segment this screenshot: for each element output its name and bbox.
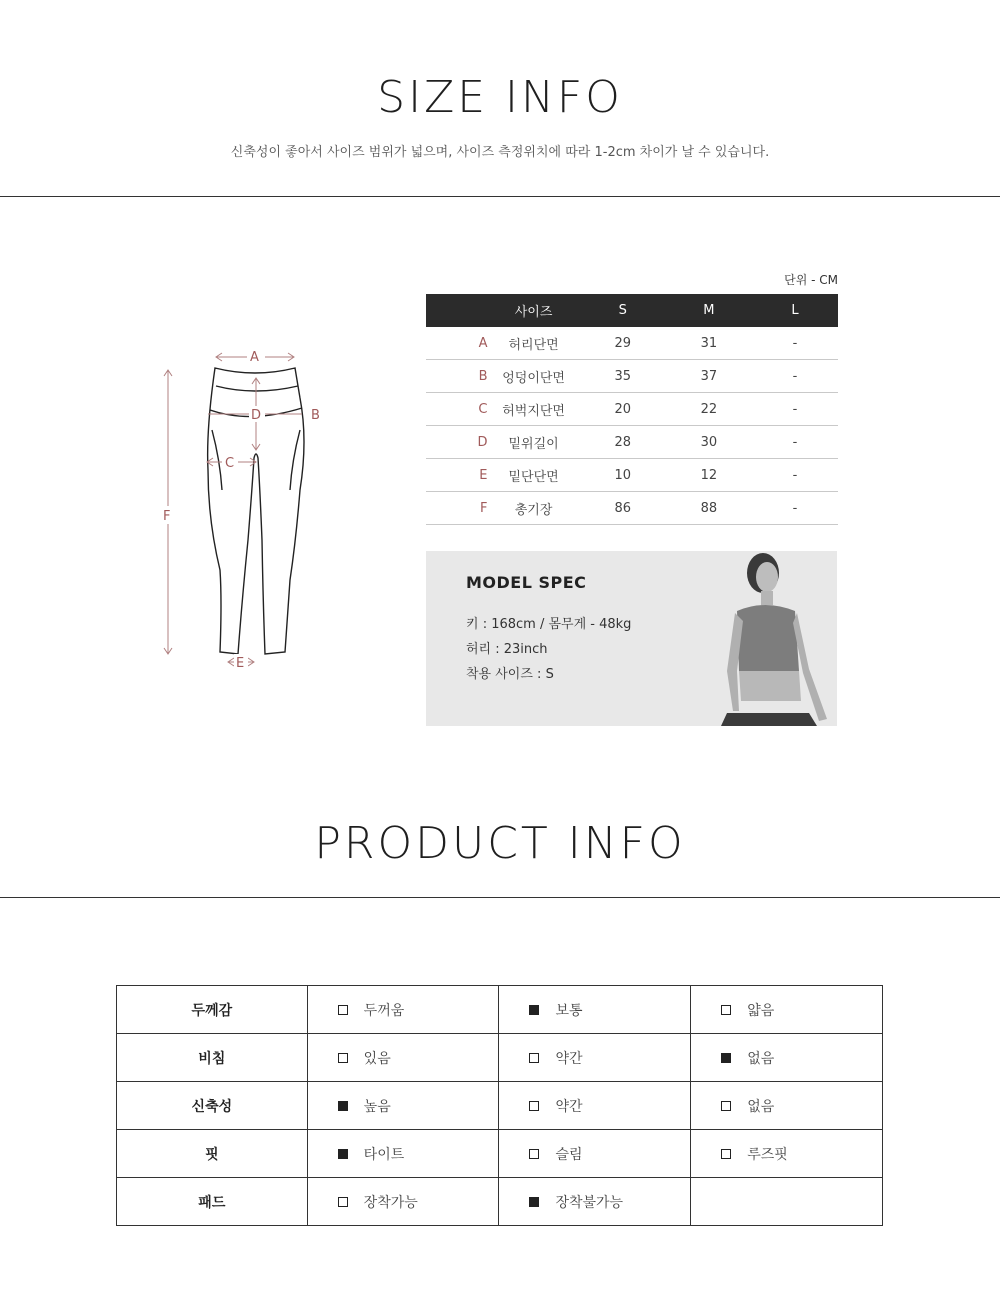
- label-c: C: [225, 456, 235, 471]
- row-l: -: [752, 426, 838, 459]
- checkbox-icon: [721, 1005, 731, 1015]
- row-name: 밑위길이: [487, 426, 579, 459]
- row-m: 37: [666, 360, 752, 393]
- row-label: 비침: [117, 1034, 308, 1082]
- option-cell: [307, 1034, 499, 1082]
- model-height-weight: 키 : 168cm / 몸무게 - 48kg: [466, 617, 632, 632]
- option-label: 루즈핏: [747, 1146, 788, 1163]
- row-s: 29: [580, 327, 666, 360]
- option-cell: [499, 1034, 691, 1082]
- size-note: 신축성이 좋아서 사이즈 범위가 넓으며, 사이즈 측정위치에 따라 1-2cm 차이가 날 수 있습니다.: [230, 145, 770, 160]
- row-name: 밑단단면: [487, 459, 579, 492]
- option-label: 얇음: [747, 1002, 775, 1019]
- label-f: F: [163, 509, 171, 524]
- checkbox-icon: [721, 1101, 731, 1111]
- table-row: [117, 1130, 883, 1178]
- table-row: [117, 1178, 883, 1226]
- checkbox-checked-icon: [529, 1197, 539, 1207]
- row-l: -: [752, 459, 838, 492]
- row-l: -: [752, 492, 838, 525]
- row-m: 12: [666, 459, 752, 492]
- row-code: D: [426, 426, 487, 459]
- row-code: A: [426, 327, 487, 360]
- divider: [0, 897, 1000, 898]
- header-l: L: [752, 294, 838, 327]
- checkbox-icon: [529, 1101, 539, 1111]
- option-label: 타이트: [363, 1146, 405, 1163]
- option-label: 높음: [363, 1098, 391, 1115]
- header-m: M: [666, 294, 752, 327]
- option-cell: [499, 1082, 691, 1130]
- row-s: 35: [580, 360, 666, 393]
- row-s: 20: [580, 393, 666, 426]
- product-info-table: [116, 985, 883, 1226]
- leggings-diagram: [150, 340, 340, 675]
- option-cell: [307, 1178, 499, 1226]
- row-m: 88: [666, 492, 752, 525]
- option-cell: [691, 1034, 883, 1082]
- table-row: [426, 393, 838, 426]
- header-size: 사이즈: [487, 294, 579, 327]
- table-row: [426, 426, 838, 459]
- label-d: D: [251, 408, 262, 423]
- option-cell: [307, 1082, 499, 1130]
- table-row: [117, 986, 883, 1034]
- label-e: E: [236, 656, 245, 671]
- option-label: 없음: [747, 1050, 775, 1067]
- option-label: 보통: [555, 1002, 583, 1019]
- row-name: 총기장: [487, 492, 579, 525]
- option-label: 슬림: [555, 1146, 583, 1163]
- option-cell: [499, 986, 691, 1034]
- checkbox-icon: [721, 1149, 731, 1159]
- table-row: [426, 360, 838, 393]
- checkbox-checked-icon: [529, 1005, 539, 1015]
- table-row: [426, 492, 838, 525]
- option-cell: [499, 1130, 691, 1178]
- label-a: A: [250, 350, 259, 365]
- option-cell: [307, 1130, 499, 1178]
- option-cell: [307, 986, 499, 1034]
- model-waist: 허리 : 23inch: [466, 642, 548, 657]
- product-info-title: PRODUCT INFO: [314, 818, 686, 869]
- row-label: 패드: [117, 1178, 308, 1226]
- checkbox-checked-icon: [338, 1149, 348, 1159]
- checkbox-icon: [338, 1005, 348, 1015]
- option-label: 없음: [747, 1098, 775, 1115]
- table-row: [426, 459, 838, 492]
- row-code: C: [426, 393, 487, 426]
- row-l: -: [752, 393, 838, 426]
- option-cell: [691, 1082, 883, 1130]
- checkbox-checked-icon: [721, 1053, 731, 1063]
- option-label: 있음: [363, 1050, 391, 1067]
- row-m: 22: [666, 393, 752, 426]
- option-cell: [499, 1178, 691, 1226]
- option-label: 약간: [555, 1050, 583, 1067]
- divider: [0, 196, 1000, 197]
- header-s: S: [580, 294, 666, 327]
- row-label: 핏: [117, 1130, 308, 1178]
- option-label: 약간: [555, 1098, 583, 1115]
- option-cell: [691, 1130, 883, 1178]
- row-name: 엉덩이단면: [487, 360, 579, 393]
- model-spec-panel: [426, 551, 837, 726]
- row-m: 30: [666, 426, 752, 459]
- option-label: 장착가능: [363, 1194, 418, 1211]
- row-name: 허리단면: [487, 327, 579, 360]
- model-spec-title: MODEL SPEC: [466, 573, 587, 592]
- row-s: 86: [580, 492, 666, 525]
- row-name: 허벅지단면: [487, 393, 579, 426]
- option-cell: [691, 986, 883, 1034]
- option-label: 장착불가능: [555, 1194, 624, 1211]
- row-label: 신축성: [117, 1082, 308, 1130]
- table-row: [117, 1034, 883, 1082]
- option-label: 두꺼움: [363, 1002, 405, 1019]
- label-b: B: [311, 408, 320, 423]
- row-code: E: [426, 459, 487, 492]
- row-m: 31: [666, 327, 752, 360]
- size-info-title: SIZE INFO: [377, 72, 623, 123]
- table-row: [426, 327, 838, 360]
- checkbox-icon: [338, 1197, 348, 1207]
- table-row: [117, 1082, 883, 1130]
- checkbox-icon: [529, 1149, 539, 1159]
- option-cell-empty: [691, 1178, 883, 1226]
- row-l: -: [752, 360, 838, 393]
- row-s: 10: [580, 459, 666, 492]
- model-photo: [677, 551, 837, 726]
- checkbox-icon: [338, 1053, 348, 1063]
- row-s: 28: [580, 426, 666, 459]
- checkbox-checked-icon: [338, 1101, 348, 1111]
- row-code: F: [426, 492, 487, 525]
- row-label: 두께감: [117, 986, 308, 1034]
- model-wear-size: 착용 사이즈 : S: [466, 667, 554, 682]
- size-table-header: [426, 294, 838, 327]
- size-table: [426, 294, 838, 525]
- checkbox-icon: [529, 1053, 539, 1063]
- unit-label: 단위 - CM: [784, 273, 838, 287]
- row-code: B: [426, 360, 487, 393]
- row-l: -: [752, 327, 838, 360]
